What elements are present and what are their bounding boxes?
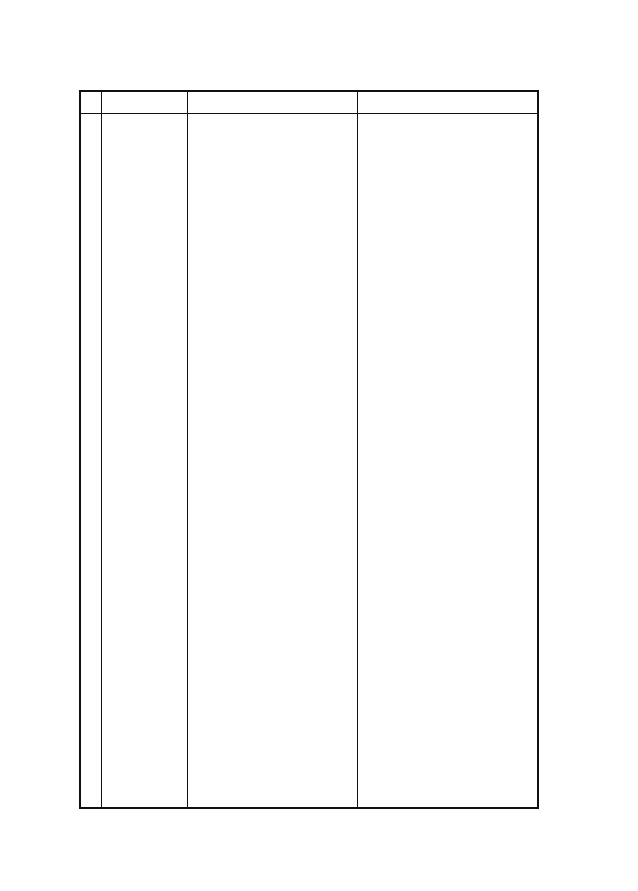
column-divider — [187, 92, 188, 807]
header-no — [81, 92, 101, 114]
header-pos-neg-sequence — [357, 92, 537, 114]
column-divider — [101, 92, 102, 807]
column-divider — [357, 92, 358, 807]
table-caption — [82, 52, 562, 68]
sequence-circuits-table — [79, 90, 539, 809]
header-winding — [101, 92, 187, 114]
header-zero-sequence — [187, 92, 357, 114]
